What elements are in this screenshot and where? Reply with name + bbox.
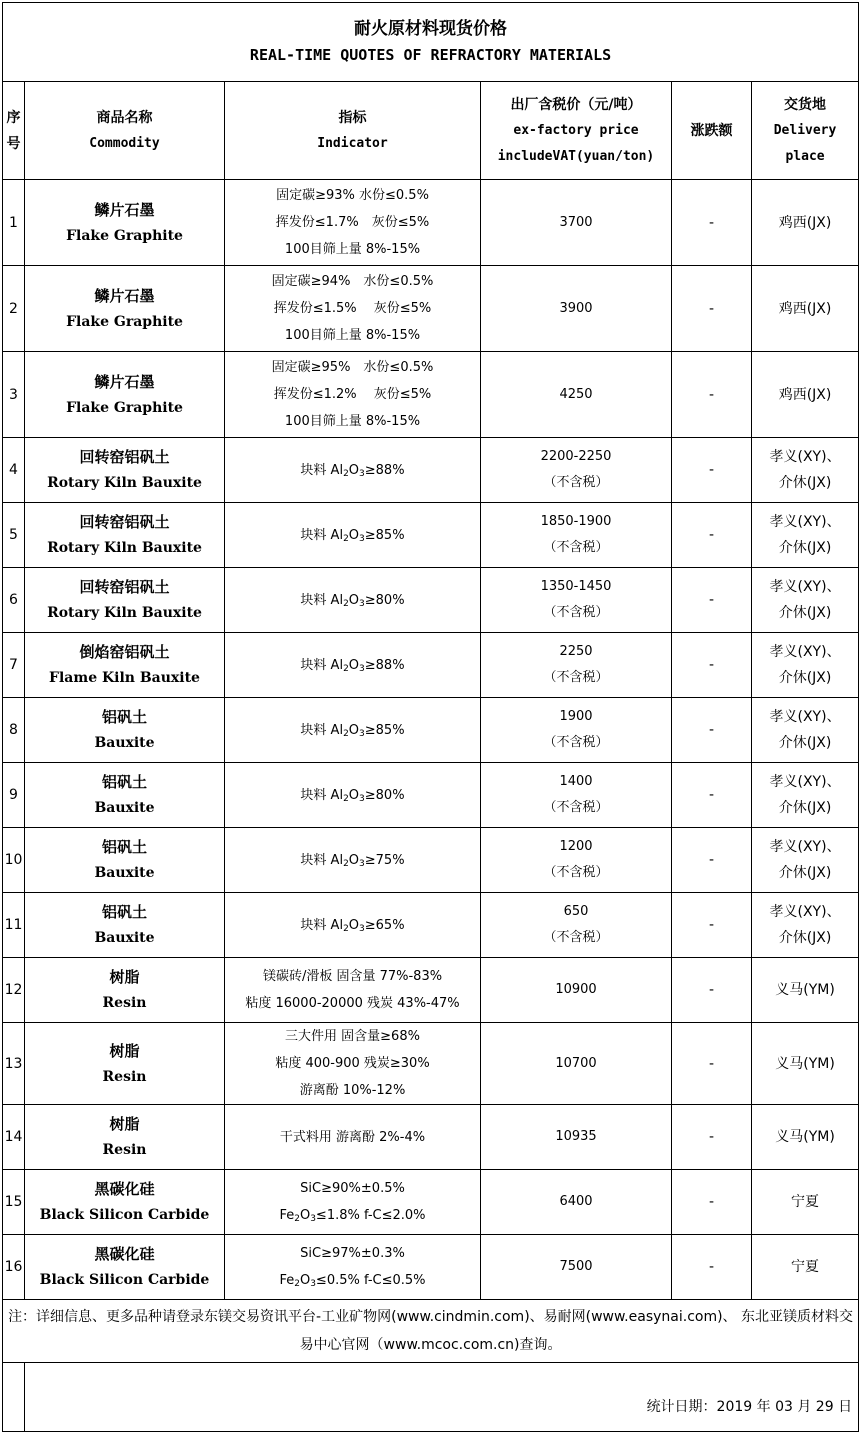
commodity-cell: 鳞片石墨 Flake Graphite bbox=[25, 352, 225, 438]
row-index: 10 bbox=[3, 828, 25, 893]
table-title bbox=[3, 3, 859, 82]
table-row bbox=[3, 958, 859, 1023]
commodity-cell: 黑碳化硅 Black Silicon Carbide bbox=[25, 1170, 225, 1235]
commodity-cell: 铝矾土 Bauxite bbox=[25, 698, 225, 763]
change-cell: - bbox=[672, 958, 752, 1023]
table-row bbox=[3, 698, 859, 763]
place-cell: 鸡西(JX) bbox=[752, 352, 859, 438]
change-cell: - bbox=[672, 1235, 752, 1300]
place-cell: 孝义(XY)、 介休(JX) bbox=[752, 698, 859, 763]
commodity-cell: 倒焰窑铝矾土 Flame Kiln Bauxite bbox=[25, 633, 225, 698]
table-row bbox=[3, 893, 859, 958]
price-cell: 2250 （不含税） bbox=[481, 633, 672, 698]
change-cell: - bbox=[672, 266, 752, 352]
commodity-cell: 鳞片石墨 Flake Graphite bbox=[25, 180, 225, 266]
price-table bbox=[2, 2, 859, 1432]
indicator-cell: 固定碳≥93% 水份≤0.5% 挥发份≤1.7% 灰份≤5% 100目筛上量 8%-15% bbox=[225, 180, 481, 266]
price-cell: 3900 bbox=[481, 266, 672, 352]
commodity-cell: 鳞片石墨 Flake Graphite bbox=[25, 266, 225, 352]
row-index: 3 bbox=[3, 352, 25, 438]
row-index: 12 bbox=[3, 958, 25, 1023]
row-index: 9 bbox=[3, 763, 25, 828]
row-index: 2 bbox=[3, 266, 25, 352]
change-cell: - bbox=[672, 893, 752, 958]
indicator-cell: 块料 $Al_2O_3\ge 85\%$ bbox=[225, 698, 481, 763]
place-cell: 孝义(XY)、 介休(JX) bbox=[752, 893, 859, 958]
row-index: 11 bbox=[3, 893, 25, 958]
title-zh: 耐火原材料现货价格 bbox=[354, 19, 508, 39]
price-cell: 10700 bbox=[481, 1023, 672, 1105]
header-indicator: 指标 Indicator bbox=[225, 82, 481, 180]
commodity-cell: 黑碳化硅 Black Silicon Carbide bbox=[25, 1235, 225, 1300]
change-cell: - bbox=[672, 503, 752, 568]
header-row bbox=[3, 82, 859, 180]
price-cell: 1850-1900 （不含税） bbox=[481, 503, 672, 568]
commodity-cell: 回转窑铝矾土 Rotary Kiln Bauxite bbox=[25, 503, 225, 568]
title-en: REAL-TIME QUOTES OF REFRACTORY MATERIALS bbox=[249, 46, 612, 64]
change-cell: - bbox=[672, 1170, 752, 1235]
indicator-cell: 块料 $Al_2O_3\ge 85\%$ bbox=[225, 503, 481, 568]
commodity-cell: 树脂 Resin bbox=[25, 958, 225, 1023]
row-index: 8 bbox=[3, 698, 25, 763]
place-cell: 鸡西(JX) bbox=[752, 266, 859, 352]
indicator-cell: 块料 $Al_2O_3\ge 75\%$ bbox=[225, 828, 481, 893]
table-row bbox=[3, 266, 859, 352]
place-cell: 宁夏 bbox=[752, 1235, 859, 1300]
table-row bbox=[3, 1023, 859, 1105]
change-cell: - bbox=[672, 180, 752, 266]
price-cell: 7500 bbox=[481, 1235, 672, 1300]
commodity-cell: 铝矾土 Bauxite bbox=[25, 763, 225, 828]
footnote: 注：详细信息、更多品种请登录东镁交易资讯平台-工业矿物网(www.cindmin.com)、易耐网(www.easynai.com)、 东北亚镁质材料交易中心官网（www.mcoc.com.cn)查询。 bbox=[3, 1300, 859, 1363]
place-cell: 孝义(XY)、 介休(JX) bbox=[752, 568, 859, 633]
table-row bbox=[3, 1235, 859, 1300]
change-cell: - bbox=[672, 763, 752, 828]
indicator-cell: 镁碳砖/滑板 固含量 77%-83% 粘度 16000-20000 残炭 43%-47% bbox=[225, 958, 481, 1023]
place-cell: 义马(YM) bbox=[752, 1023, 859, 1105]
indicator-cell: 块料 $Al_2O_3\ge 80\%$ bbox=[225, 568, 481, 633]
price-cell: 2200-2250 （不含税） bbox=[481, 438, 672, 503]
price-cell: 650 （不含税） bbox=[481, 893, 672, 958]
row-index: 15 bbox=[3, 1170, 25, 1235]
header-change: 涨跌额 bbox=[672, 82, 752, 180]
indicator-cell: 块料 $Al_2O_3\ge 88\%$ bbox=[225, 633, 481, 698]
change-cell: - bbox=[672, 438, 752, 503]
table-row bbox=[3, 568, 859, 633]
row-index: 7 bbox=[3, 633, 25, 698]
place-cell: 孝义(XY)、 介休(JX) bbox=[752, 828, 859, 893]
table-row bbox=[3, 503, 859, 568]
place-cell: 孝义(XY)、 介休(JX) bbox=[752, 503, 859, 568]
price-cell: 1350-1450 （不含税） bbox=[481, 568, 672, 633]
stat-date: 统计日期：2019 年 03 月 29 日 bbox=[25, 1363, 859, 1432]
commodity-cell: 铝矾土 Bauxite bbox=[25, 828, 225, 893]
header-commodity: 商品名称 Commodity bbox=[25, 82, 225, 180]
commodity-cell: 树脂 Resin bbox=[25, 1105, 225, 1170]
change-cell: - bbox=[672, 1023, 752, 1105]
price-cell: 10935 bbox=[481, 1105, 672, 1170]
table-row bbox=[3, 763, 859, 828]
indicator-cell: SiC≥90%±0.5% $Fe_2O_3\le 1.8\%$ f-C≤2.0% bbox=[225, 1170, 481, 1235]
table-row bbox=[3, 633, 859, 698]
commodity-cell: 回转窑铝矾土 Rotary Kiln Bauxite bbox=[25, 568, 225, 633]
change-cell: - bbox=[672, 352, 752, 438]
row-index: 1 bbox=[3, 180, 25, 266]
table-row bbox=[3, 180, 859, 266]
header-place: 交货地 Delivery place bbox=[752, 82, 859, 180]
indicator-cell: 干式料用 游离酚 2%-4% bbox=[225, 1105, 481, 1170]
table-row bbox=[3, 438, 859, 503]
indicator-cell: SiC≥97%±0.3% $Fe_2O_3\le 0.5\%$ f-C≤0.5% bbox=[225, 1235, 481, 1300]
price-cell: 1200 （不含税） bbox=[481, 828, 672, 893]
indicator-cell: 固定碳≥94% 水份≤0.5% 挥发份≤1.5% 灰份≤5% 100目筛上量 8%-15% bbox=[225, 266, 481, 352]
place-cell: 义马(YM) bbox=[752, 1105, 859, 1170]
header-index: 序 号 bbox=[3, 82, 25, 180]
place-cell: 义马(YM) bbox=[752, 958, 859, 1023]
place-cell: 孝义(XY)、 介休(JX) bbox=[752, 633, 859, 698]
commodity-cell: 回转窑铝矾土 Rotary Kiln Bauxite bbox=[25, 438, 225, 503]
header-price: 出厂含税价（元/吨） ex-factory price includeVAT(yuan/ton) bbox=[481, 82, 672, 180]
commodity-cell: 树脂 Resin bbox=[25, 1023, 225, 1105]
table-row bbox=[3, 828, 859, 893]
place-cell: 孝义(XY)、 介休(JX) bbox=[752, 763, 859, 828]
indicator-cell: 三大件用 固含量≥68% 粘度 400-900 残炭≥30% 游离酚 10%-12% bbox=[225, 1023, 481, 1105]
price-cell: 6400 bbox=[481, 1170, 672, 1235]
price-cell: 3700 bbox=[481, 180, 672, 266]
row-index: 14 bbox=[3, 1105, 25, 1170]
table-row bbox=[3, 1105, 859, 1170]
price-cell: 1900 （不含税） bbox=[481, 698, 672, 763]
row-index: 4 bbox=[3, 438, 25, 503]
change-cell: - bbox=[672, 568, 752, 633]
commodity-cell: 铝矾土 Bauxite bbox=[25, 893, 225, 958]
indicator-cell: 块料 $Al_2O_3\ge 80\%$ bbox=[225, 763, 481, 828]
indicator-cell: 固定碳≥95% 水份≤0.5% 挥发份≤1.2% 灰份≤5% 100目筛上量 8%-15% bbox=[225, 352, 481, 438]
indicator-cell: 块料 $Al_2O_3\ge 88\%$ bbox=[225, 438, 481, 503]
change-cell: - bbox=[672, 1105, 752, 1170]
table-row bbox=[3, 1170, 859, 1235]
price-cell: 4250 bbox=[481, 352, 672, 438]
place-cell: 鸡西(JX) bbox=[752, 180, 859, 266]
row-index: 6 bbox=[3, 568, 25, 633]
row-index: 13 bbox=[3, 1023, 25, 1105]
price-cell: 10900 bbox=[481, 958, 672, 1023]
table-row bbox=[3, 352, 859, 438]
place-cell: 宁夏 bbox=[752, 1170, 859, 1235]
price-cell: 1400 （不含税） bbox=[481, 763, 672, 828]
place-cell: 孝义(XY)、 介休(JX) bbox=[752, 438, 859, 503]
change-cell: - bbox=[672, 698, 752, 763]
row-index: 5 bbox=[3, 503, 25, 568]
change-cell: - bbox=[672, 828, 752, 893]
row-index: 16 bbox=[3, 1235, 25, 1300]
indicator-cell: 块料 $Al_2O_3\ge 65\%$ bbox=[225, 893, 481, 958]
change-cell: - bbox=[672, 633, 752, 698]
footer-spacer bbox=[3, 1363, 25, 1432]
